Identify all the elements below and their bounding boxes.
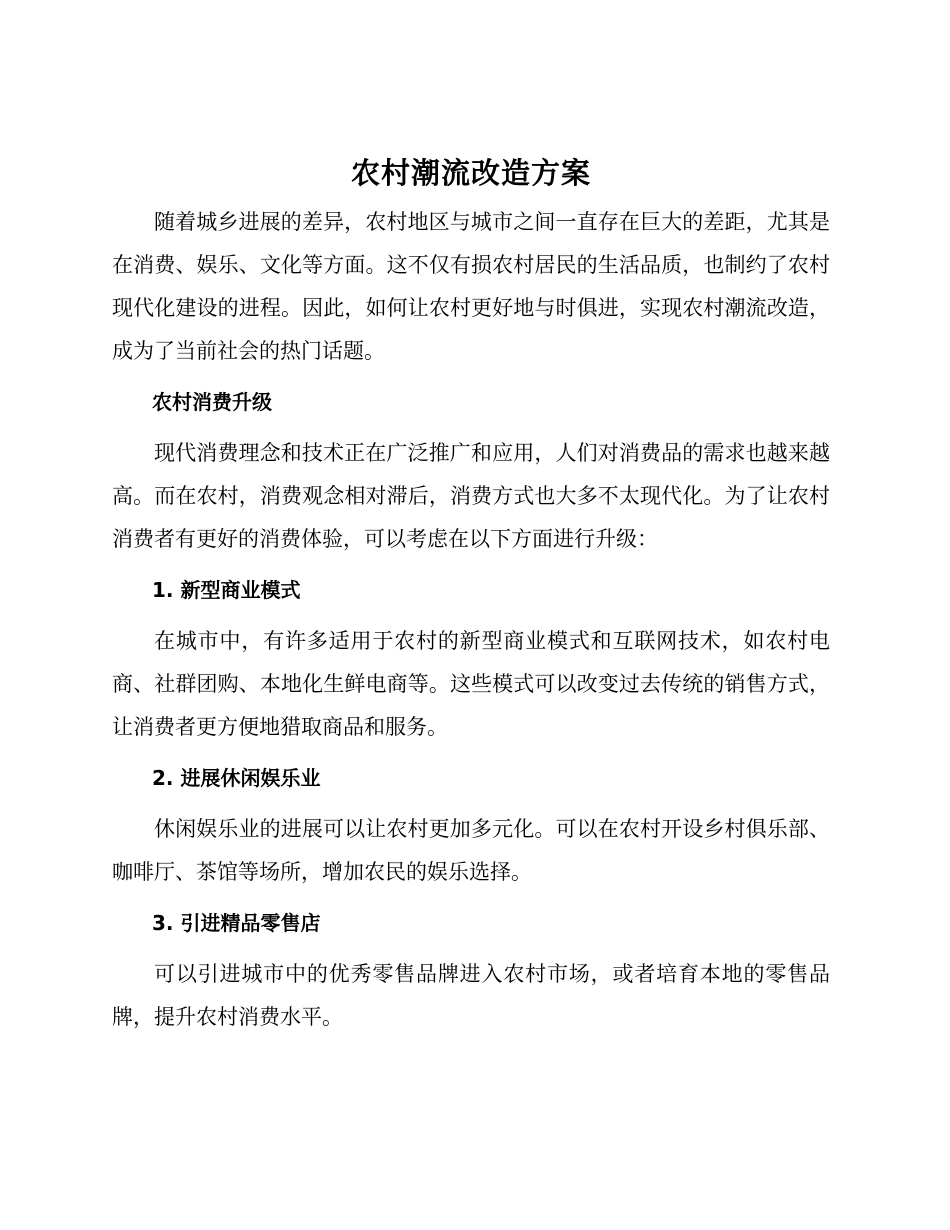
item-paragraph-1: 在城市中，有许多适用于农村的新型商业模式和互联网技术，如农村电商、社群团购、本地化生鲜电商等。这些模式可以改变过去传统的销售方式，让消费者更方便地猎取商品和服务。 [112,629,830,739]
item-heading-1: 1. 新型商业模式 [152,578,301,602]
intro-paragraph: 随着城乡进展的差异，农村地区与城市之间一直存在巨大的差距，尤其是在消费、娱乐、文化等方面。这不仅有损农村居民的生活品质，也制约了农村现代化建设的进程。因此，如何让农村更好地与时俱进，实现农村潮流改造，成为了当前社会的热门话题。 [112,210,830,363]
item-paragraph-3: 可以引进城市中的优秀零售品牌进入农村市场，或者培育本地的零售品牌，提升农村消费水平。 [112,962,830,1029]
document-title: 农村潮流改造方案 [350,156,591,190]
item-heading-2: 2. 进展休闲娱乐业 [152,766,321,790]
section-heading: 农村消费升级 [152,390,272,414]
section-paragraph: 现代消费理念和技术正在广泛推广和应用，人们对消费品的需求也越来越高。而在农村，消费观念相对滞后，消费方式也大多不太现代化。为了让农村消费者有更好的消费体验，可以考虑在以下方面进行升级： [112,441,830,551]
item-paragraph-2: 休闲娱乐业的进展可以让农村更加多元化。可以在农村开设乡村俱乐部、咖啡厅、茶馆等场所，增加农民的娱乐选择。 [112,817,830,884]
item-heading-3: 3. 引进精品零售店 [152,911,321,935]
